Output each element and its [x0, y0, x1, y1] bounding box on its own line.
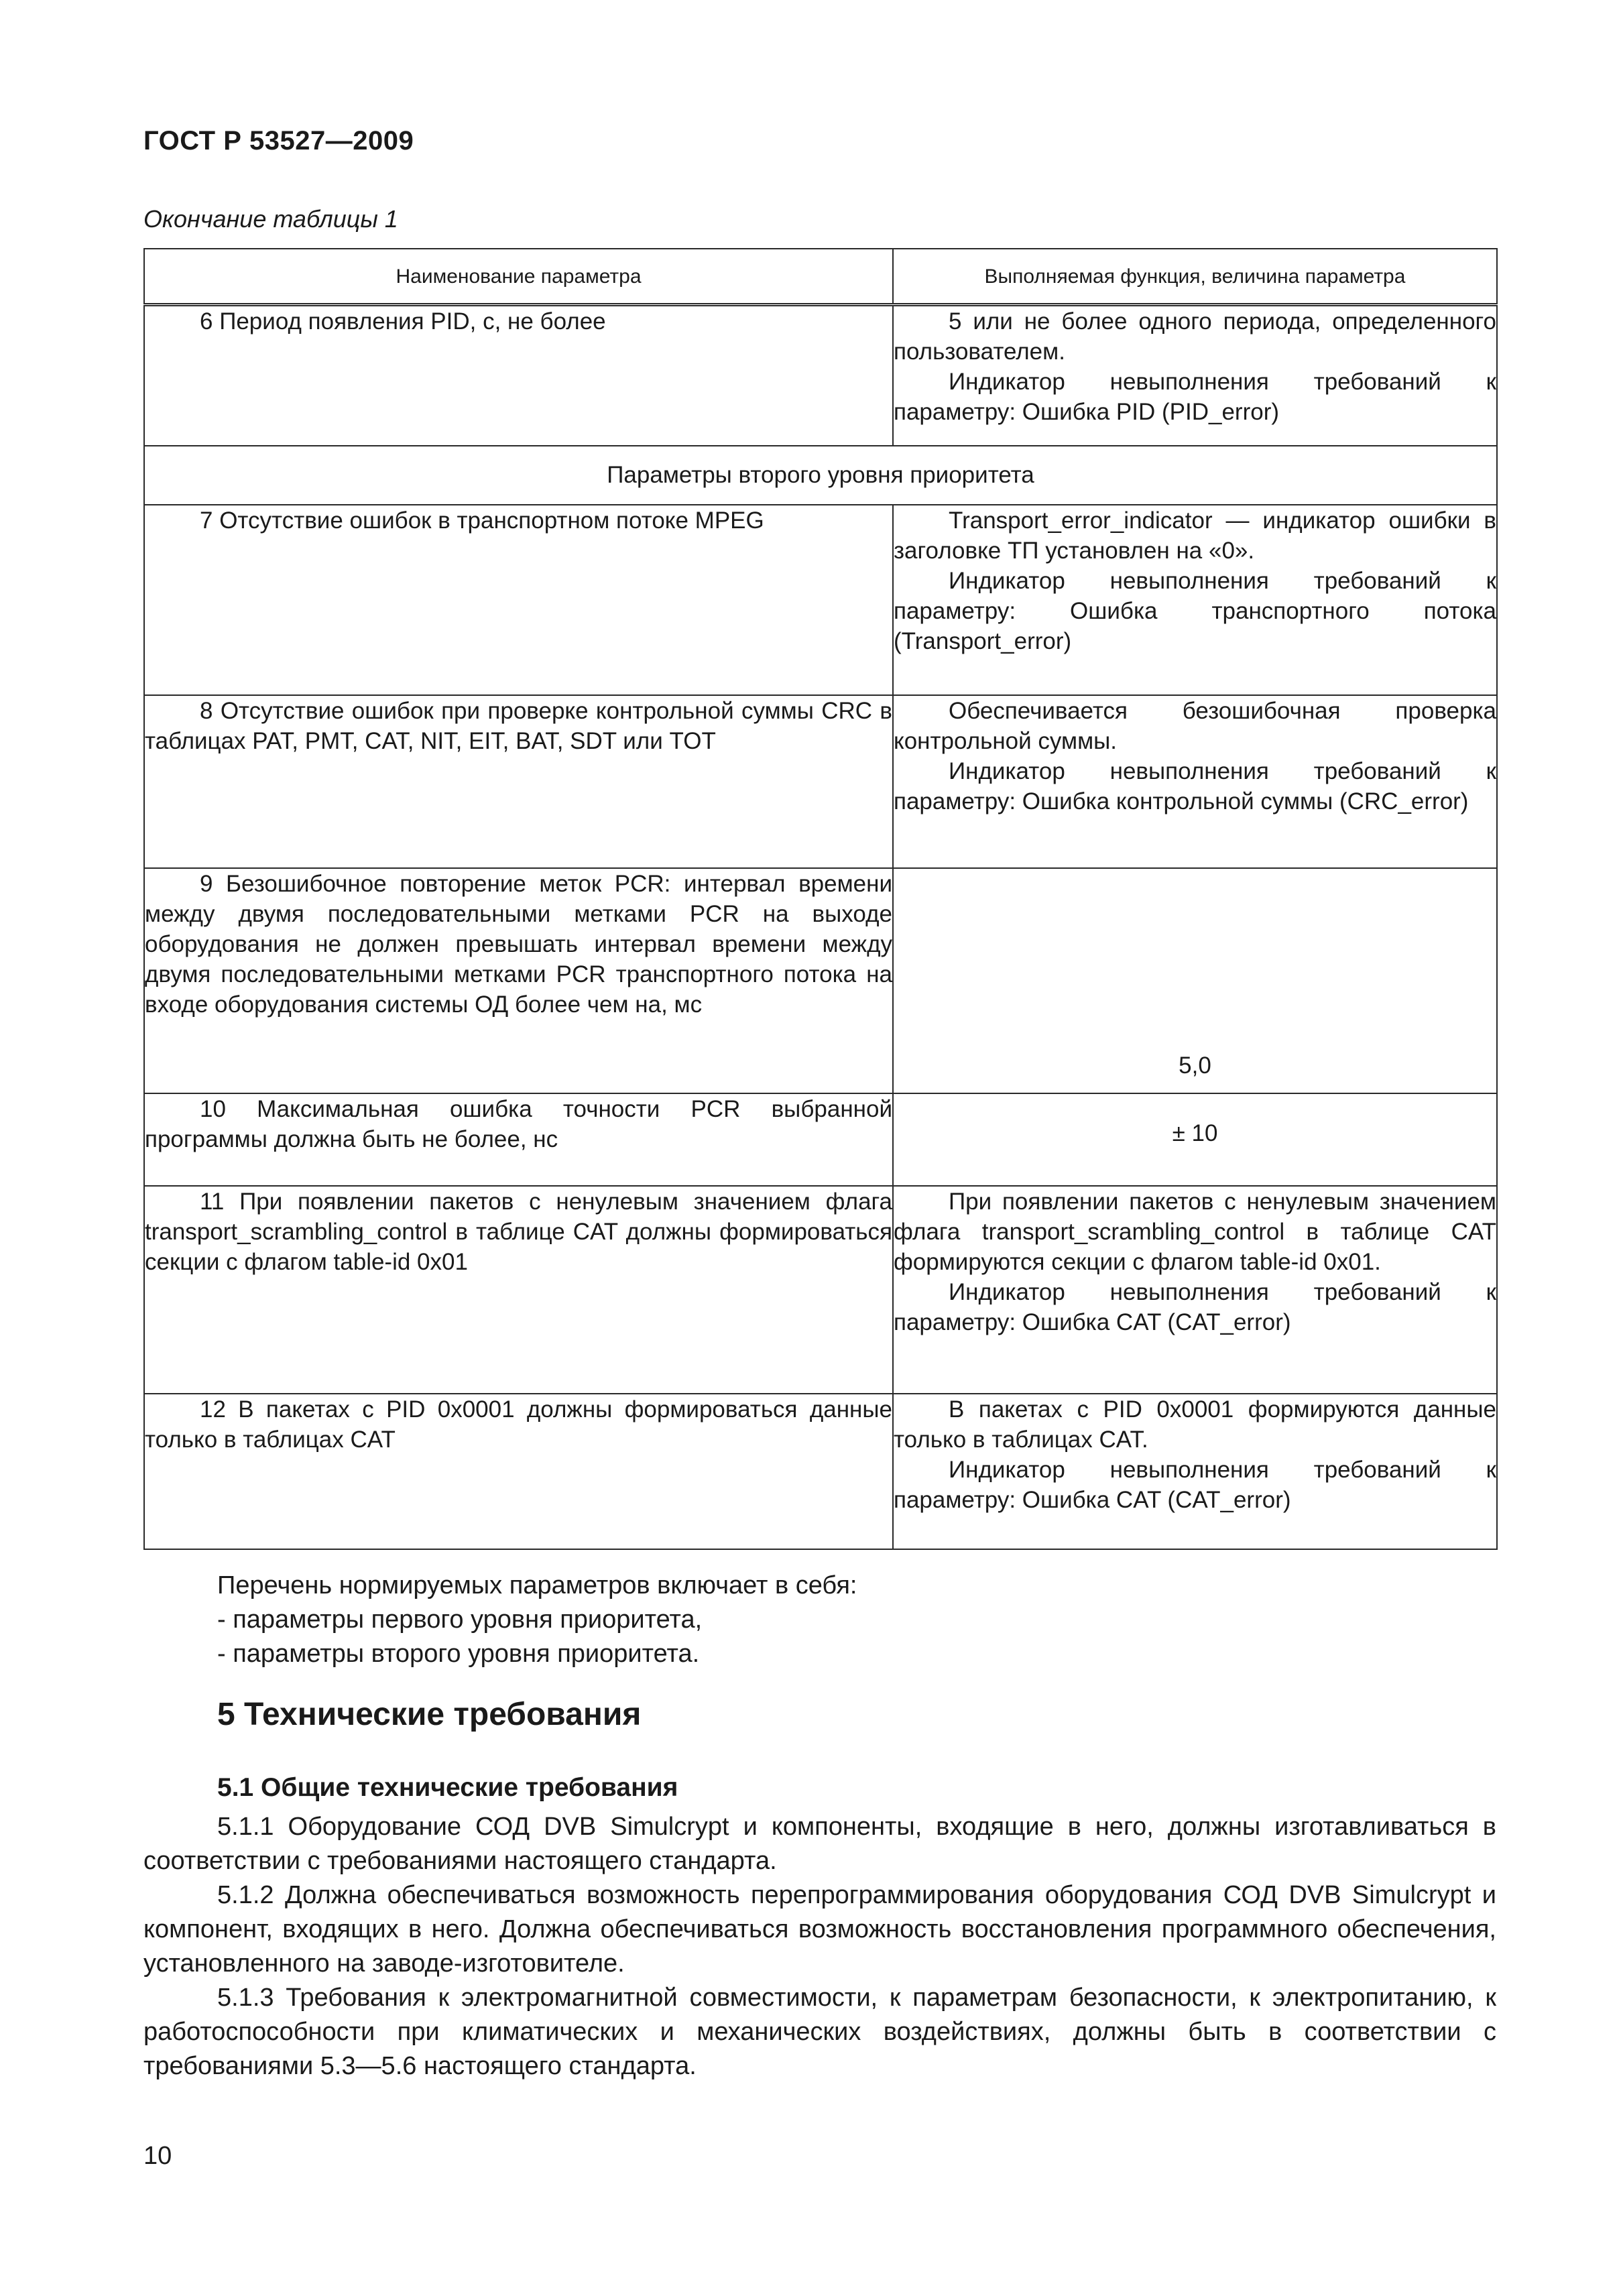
section-title: 5 Технические требования	[217, 1697, 642, 1732]
parameter-value-cell: При появлении пакетов с ненулевым значением флага transport_scrambling_control в таблице CAT формируются секции с флагом table-id 0x01. Индикатор невыполнения требований к параметру: Ошибка CAT (CAT_error)	[893, 1186, 1497, 1394]
column-header: Наименование параметра	[144, 249, 893, 305]
table-header-row	[144, 249, 1497, 305]
document-header: ГОСТ Р 53527—2009	[143, 126, 414, 156]
table-caption: Окончание таблицы 1	[143, 205, 398, 233]
section-body	[143, 1810, 1496, 2083]
parameter-value-cell: 5 или не более одного периода, определенного пользователем. Индикатор невыполнения требований к параметру: Ошибка PID (PID_error)	[893, 305, 1497, 446]
page-number: 10	[143, 2142, 172, 2170]
paragraph: 5.1.3 Требования к электромагнитной совместимости, к параметрам безопасности, к электропитанию, к работоспособности при климатических и механических воздействиях, должны быть в соответствии с требованиями 5.3—5.6 настоящего стандарта.	[143, 1984, 1496, 2080]
parameter-name-cell: 6 Период появления PID, с, не более	[144, 305, 893, 446]
parameter-value: 5,0	[1179, 1052, 1211, 1079]
table-row	[144, 1394, 1497, 1549]
subsection-title: 5.1 Общие технические требования	[217, 1773, 678, 1802]
table-row	[144, 695, 1497, 868]
parameter-name-cell: 8 Отсутствие ошибок при проверке контрольной суммы CRC в таблицах PAT, PMT, CAT, NIT, EIT, BAT, SDT или TOT	[144, 695, 893, 868]
table-row	[144, 505, 1497, 695]
parameters-table	[143, 248, 1498, 1550]
table-row	[144, 1186, 1497, 1394]
table-row	[144, 1093, 1497, 1186]
list-item: - параметры первого уровня приоритета,	[217, 1606, 703, 1634]
section-heading-cell: Параметры второго уровня приоритета	[144, 446, 1497, 505]
parameter-value-cell: Обеспечивается безошибочная проверка контрольной суммы. Индикатор невыполнения требований к параметру: Ошибка контрольной суммы (CRC_error)	[893, 695, 1497, 868]
parameter-value: ± 10	[1172, 1120, 1218, 1146]
table-row	[144, 868, 1497, 1093]
parameter-value-cell	[893, 1093, 1497, 1186]
parameter-value-cell: В пакетах с PID 0x0001 формируются данные только в таблицах CAT. Индикатор невыполнения требований к параметру: Ошибка CAT (CAT_error)	[893, 1394, 1497, 1549]
parameter-name-cell: 7 Отсутствие ошибок в транспортном потоке MPEG	[144, 505, 893, 695]
parameter-name-cell: 10 Максимальная ошибка точности PCR выбранной программы должна быть не более, нс	[144, 1093, 893, 1186]
parameter-name-cell: 11 При появлении пакетов с ненулевым значением флага transport_scrambling_control в таблице CAT должны формироваться секции с флагом table-id 0x01	[144, 1186, 893, 1394]
table-row	[144, 305, 1497, 446]
column-header: Выполняемая функция, величина параметра	[893, 249, 1497, 305]
section-row	[144, 446, 1497, 505]
paragraph: 5.1.1 Оборудование СОД DVB Simulcrypt и компоненты, входящие в него, должны изготавливаться в соответствии с требованиями настоящего стандарта.	[143, 1813, 1496, 1875]
parameter-value-cell: Transport_error_indicator — индикатор ошибки в заголовке ТП установлен на «0». Индикатор невыполнения требований к параметру: Ошибка транспортного потока (Transport_error)	[893, 505, 1497, 695]
parameter-name-cell: 12 В пакетах с PID 0x0001 должны формироваться данные только в таблицах CAT	[144, 1394, 893, 1549]
list-intro: Перечень нормируемых параметров включает в себя:	[217, 1571, 857, 1599]
parameter-name-cell: 9 Безошибочное повторение меток PCR: интервал времени между двумя последовательными метками PCR на выходе оборудования не должен превышать интервал времени между двумя последовательными метками PCR транспортного потока на входе оборудования системы ОД более чем на, мс	[144, 868, 893, 1093]
parameter-value-cell	[893, 868, 1497, 1093]
parameter-list	[217, 1569, 1491, 1671]
paragraph: 5.1.2 Должна обеспечиваться возможность перепрограммирования оборудования СОД DVB Simulcrypt и компонент, входящих в него. Должна обеспечиваться возможность восстановления программного обеспечения, установленного на заводе-изготовителе.	[143, 1881, 1496, 1978]
list-item: - параметры второго уровня приоритета.	[217, 1640, 700, 1668]
